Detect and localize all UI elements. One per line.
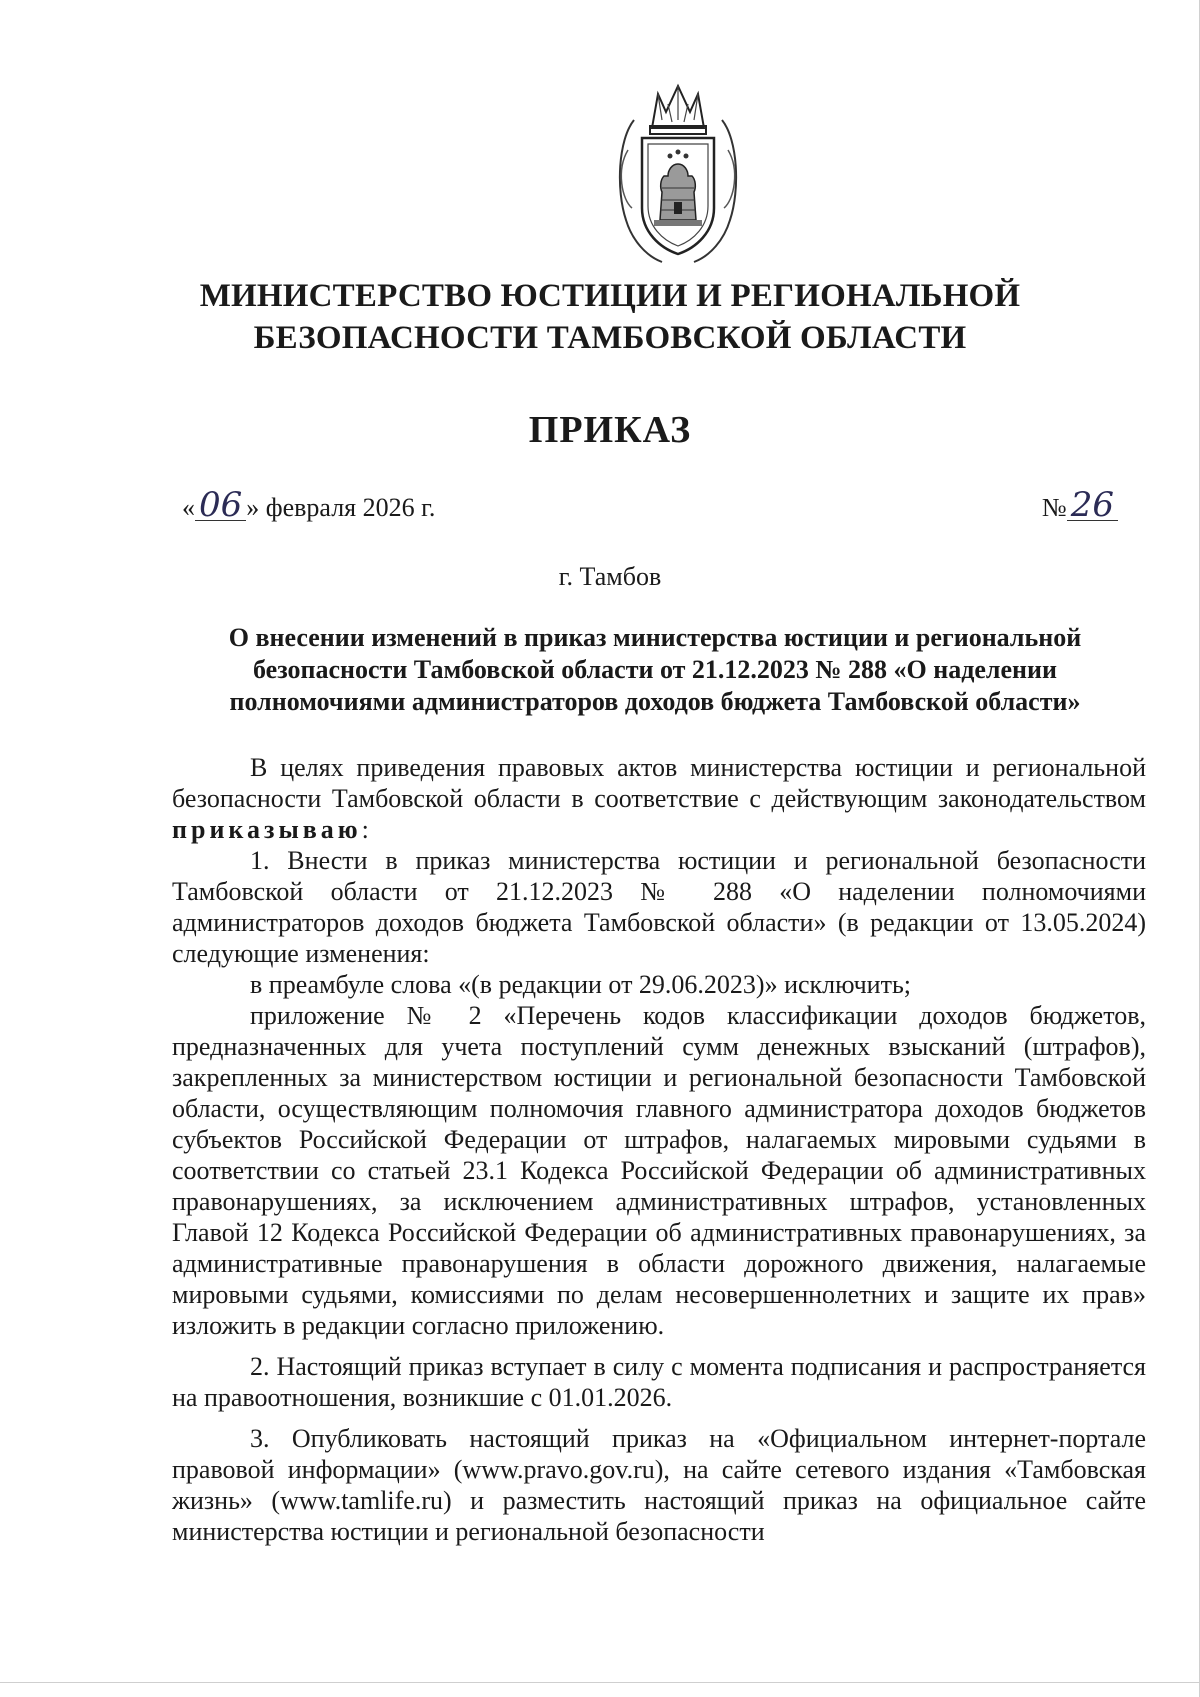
ministry-name-line2: БЕЗОПАСНОСТИ ТАМБОВСКОЙ ОБЛАСТИ: [253, 320, 967, 356]
order-date: [182, 485, 436, 525]
number-sign: №: [1041, 493, 1067, 522]
order-keyword: приказываю: [172, 815, 362, 844]
handwritten-number: 26: [1067, 490, 1118, 521]
preamble-text: В целях приведения правовых актов министерства юстиции и региональной безопасности Тамбовской области в соответствие с действующим законодательством: [172, 753, 1146, 813]
order-subject: [175, 622, 1135, 718]
order-number: [1041, 485, 1118, 525]
ministry-name-line1: МИНИСТЕРСТВО ЮСТИЦИИ И РЕГИОНАЛЬНОЙ: [199, 278, 1021, 314]
date-month-year: » февраля 2026 г.: [246, 493, 436, 522]
handwritten-day: 06: [195, 490, 246, 521]
subject-line1: О внесении изменений в приказ министерства юстиции и региональной: [228, 623, 1082, 652]
coat-of-arms-icon: [612, 80, 744, 270]
order-city: г. Тамбов: [558, 562, 662, 591]
document-type-title: ПРИКАЗ: [528, 409, 692, 451]
scan-bottom-line: [0, 1682, 1200, 1683]
item-1b-paragraph: приложение № 2 «Перечень кодов классификации доходов бюджетов, предназначенных для учета поступлений сумм денежных взысканий (штрафов), закрепленных за министерством юстиции и региональной безопасности Тамбовской области, осуществляющим полномочия главного администратора доходов бюджетов субъектов Российской Федерации от штрафов, налагаемых мировыми судьями в соответствии со статьей 23.1 Кодекса Российской Федерации об административных правонарушениях, за исключением административных штрафов, установленных Главой 12 Кодекса Российской Федерации об административных правонарушениях, за административные правонарушения в области дорожного движения, налагаемые мировыми судьями, комиссиями по делам несовершеннолетних и защите их прав» изложить в редакции согласно приложению.: [172, 1001, 1146, 1340]
preamble-colon: :: [361, 815, 369, 844]
item-3-paragraph: 3. Опубликовать настоящий приказ на «Официальном интернет-портале правовой информации» (www.pravo.gov.ru), на сайте сетевого издания «Тамбовская жизнь» (www.tamlife.ru) и разместить настоящий приказ на официальное сайте министерства юстиции и региональной безопасности: [172, 1424, 1146, 1546]
date-quote-open: «: [182, 493, 195, 522]
item-1a-paragraph: в преамбуле слова «(в редакции от 29.06.2023)» исключить;: [250, 970, 912, 999]
ministry-name: [180, 275, 1040, 359]
subject-line2: безопасности Тамбовской области от 21.12.2023 № 288 «О наделении: [253, 655, 1057, 684]
item-1-paragraph: 1. Внести в приказ министерства юстиции и региональной безопасности Тамбовской области от 21.12.2023 № 288 «О наделении полномочиями администраторов доходов бюджета Тамбовской области» (в редакции от 13.05.2024) следующие изменения:: [172, 846, 1146, 968]
order-body: [172, 752, 1146, 1547]
item-2-paragraph: 2. Настоящий приказ вступает в силу с момента подписания и распространяется на правоотношения, возникшие с 01.01.2026.: [172, 1352, 1146, 1412]
preamble-paragraph: [172, 752, 1146, 845]
subject-line3: полномочиями администраторов доходов бюджета Тамбовской области»: [229, 687, 1081, 716]
